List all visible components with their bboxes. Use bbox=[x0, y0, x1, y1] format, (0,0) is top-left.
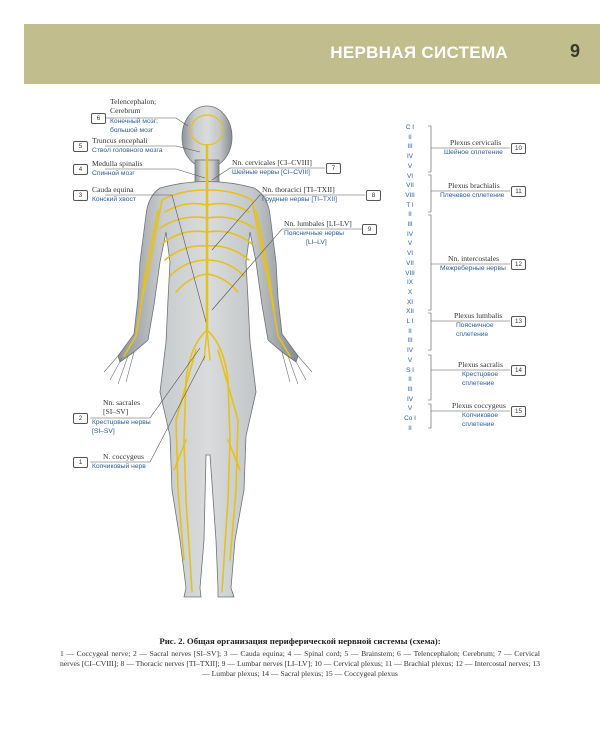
label-number: 4 bbox=[73, 164, 88, 175]
spinal-segment: L I bbox=[406, 318, 414, 325]
spinal-segment: VIII bbox=[405, 191, 415, 199]
plexus-number: 14 bbox=[511, 365, 526, 376]
spinal-segment: III bbox=[407, 385, 413, 393]
label-latin: Medulla spinalis bbox=[92, 159, 143, 168]
label-latin: Telencephalon; Cerebrum bbox=[110, 97, 157, 115]
label-latin: Truncus encephali bbox=[92, 136, 148, 145]
spinal-segment: VII bbox=[406, 259, 414, 267]
plexus-latin: Plexus coccygeus bbox=[452, 401, 506, 410]
label-number: 8 bbox=[366, 190, 381, 201]
plexus-russian: Крестцовое сплетение bbox=[462, 371, 499, 387]
plexus-latin: Nn. intercostales bbox=[448, 254, 500, 263]
label-russian: Конечный мозг; большой мозг bbox=[110, 118, 158, 134]
spinal-segment: V bbox=[407, 405, 413, 413]
label-russian: Копчиковый нерв bbox=[92, 463, 146, 470]
plexus-number: 12 bbox=[511, 259, 526, 270]
plexus-number: 15 bbox=[511, 406, 526, 417]
figure-caption bbox=[60, 636, 540, 679]
plexus-russian: Копчиковое сплетение bbox=[462, 412, 499, 428]
label-latin: N. coccygeus bbox=[103, 452, 144, 461]
chapter-title: НЕРВНАЯ СИСТЕМА bbox=[330, 43, 508, 62]
label-russian: Шейные нервы [CI–CVIII] bbox=[232, 169, 310, 176]
spinal-segment: IV bbox=[406, 153, 414, 161]
page-number: 9 bbox=[569, 41, 580, 61]
plexus-russian: Межреберные нервы bbox=[440, 265, 506, 272]
spinal-segment: S I bbox=[406, 366, 414, 374]
spinal-segment: III bbox=[407, 143, 413, 151]
plexus-number: 13 bbox=[511, 316, 526, 327]
label-latin: Nn. sacrales [SI–SV] bbox=[103, 398, 141, 416]
spinal-segment: II bbox=[408, 327, 412, 335]
plexus-latin: Plexus sacralis bbox=[458, 360, 503, 369]
spinal-segment: V bbox=[407, 162, 413, 170]
spinal-segment: V bbox=[407, 356, 413, 364]
spinal-segment: IX bbox=[406, 279, 414, 287]
label-latin: Cauda equina bbox=[92, 185, 134, 194]
spinal-segment: IV bbox=[406, 347, 414, 355]
spinal-segment: X bbox=[407, 288, 413, 296]
plexus-number: 10 bbox=[511, 143, 526, 154]
label-number: 7 bbox=[326, 163, 341, 174]
spinal-segment: II bbox=[408, 376, 412, 384]
label-latin: Nn. lumbales [LI–LV] bbox=[284, 219, 352, 228]
spinal-segment: IV bbox=[406, 395, 414, 403]
label-russian: Крестцовые нервы [SI–SV] bbox=[92, 419, 151, 435]
plexus-latin: Plexus brachialis bbox=[448, 181, 500, 190]
spinal-segment: Co I bbox=[404, 415, 416, 422]
caption-text: 1 — Coccygeal nerve; 2 — Sacral nerves [SI–SV]; 3 — Cauda equina; 4 — Spinal cord; 5 — Brainstem; 6 — Telencephalon; Cerebrum; 7 — Cervical nerves [CI–CVIII]; 8 — Thoracic nerves [TI–TXII]; 9 — Lumbar nerves [LI–LV]; 10 — Cervical plexus; 11 — Brachial plexus; 12 — Intercostal nerves; 13 — Lumbar plexus; 14 — Sacral plexus; 15 — Coccygeal plexus bbox=[60, 649, 540, 678]
spinal-segment: IV bbox=[406, 230, 414, 238]
spinal-segment: VI bbox=[406, 250, 414, 258]
label-russian: Грудные нервы [TI–TXII] bbox=[262, 196, 337, 203]
spinal-segment: III bbox=[407, 221, 413, 228]
plexus-latin: Plexus lumbalis bbox=[454, 311, 503, 320]
spinal-segment: III bbox=[407, 337, 413, 345]
spinal-segment: V bbox=[407, 240, 413, 248]
spinal-segment: VI bbox=[406, 172, 414, 180]
spinal-segment: T I bbox=[406, 201, 414, 209]
label-latin: Nn. cervicales [CI–CVIII] bbox=[232, 158, 312, 167]
label-russian: Конский хвост bbox=[92, 196, 136, 203]
plexus-number: 11 bbox=[511, 186, 526, 197]
label-number: 1 bbox=[73, 457, 88, 468]
spinal-segment: VII bbox=[406, 182, 414, 190]
label-number: 5 bbox=[73, 141, 88, 152]
plexus-russian: Поясничное сплетение bbox=[456, 322, 494, 338]
caption-title: Рис. 2. Общая организация периферической нервной системы (схема): bbox=[159, 636, 441, 646]
spinal-segment: XI bbox=[406, 298, 414, 306]
spinal-segment: II bbox=[408, 211, 412, 219]
spinal-segment: C I bbox=[405, 124, 415, 131]
spinal-segment: VIII bbox=[405, 269, 415, 277]
plexus-latin: Plexus cervicalis bbox=[450, 138, 502, 147]
label-number: 6 bbox=[91, 113, 106, 124]
label-number: 2 bbox=[73, 413, 88, 424]
plexus-russian: Плечевое сплетение bbox=[440, 192, 505, 199]
spinal-segment: XII bbox=[406, 308, 414, 316]
spinal-segment: II bbox=[408, 424, 412, 432]
spinal-segment: II bbox=[408, 133, 412, 141]
label-russian: Поясничные нервы [LI–LV] bbox=[284, 230, 344, 246]
label-russian: Спинной мозг bbox=[92, 170, 135, 177]
label-russian: Ствол головного мозга bbox=[92, 147, 163, 154]
label-latin: Nn. thoracici [TI–TXII] bbox=[262, 185, 335, 194]
label-number: 3 bbox=[73, 190, 88, 201]
plexus-russian: Шейное сплетение bbox=[444, 149, 503, 156]
label-number: 9 bbox=[362, 224, 377, 235]
